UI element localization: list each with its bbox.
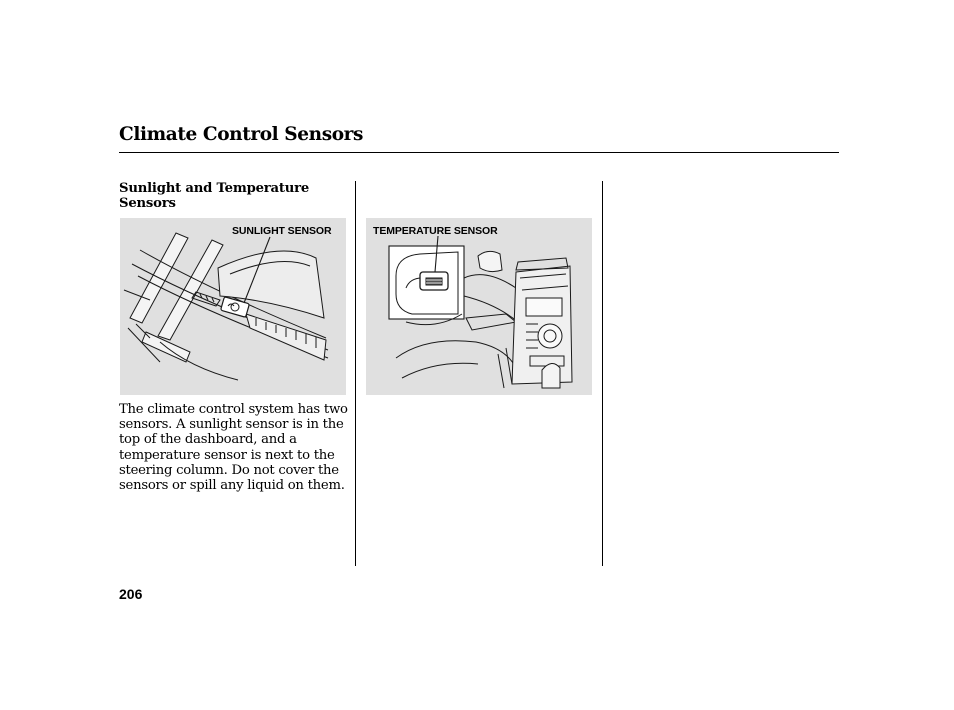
section-heading-line-2: Sensors <box>119 196 176 211</box>
section-heading <box>119 181 339 211</box>
body-line: The climate control system has two <box>119 402 348 417</box>
temperature-sensor-illustration <box>366 218 592 395</box>
title-rule <box>119 152 839 153</box>
body-line: steering column. Do not cover the <box>119 462 339 478</box>
body-line: top of the dashboard, and a <box>119 432 297 448</box>
column-divider-left <box>355 181 356 566</box>
body-line: sensors or spill any liquid on them. <box>119 478 345 494</box>
page-number: 206 <box>119 586 143 602</box>
sunlight-sensor-figure <box>120 218 346 395</box>
temperature-sensor-label: TEMPERATURE SENSOR <box>373 225 498 237</box>
temperature-sensor-figure <box>366 218 592 395</box>
column-divider-right <box>602 181 603 566</box>
body-line: sensors. A sunlight sensor is in the <box>119 417 344 433</box>
sunlight-sensor-label: SUNLIGHT SENSOR <box>232 225 332 237</box>
body-paragraph <box>119 402 349 493</box>
page-title: Climate Control Sensors <box>119 124 364 145</box>
sunlight-sensor-illustration <box>120 218 346 395</box>
body-line: temperature sensor is next to the <box>119 447 335 463</box>
section-heading-line-1: Sunlight and Temperature <box>119 181 310 196</box>
